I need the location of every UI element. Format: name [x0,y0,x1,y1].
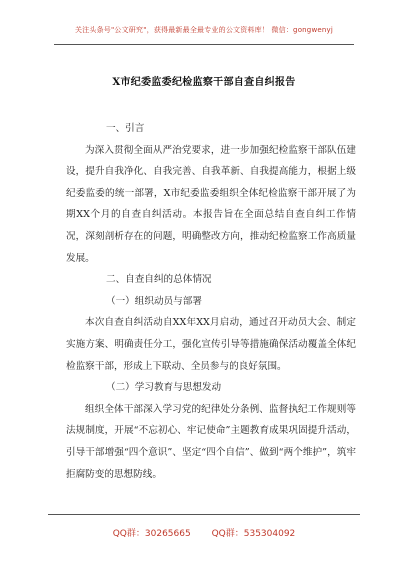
section1-heading: 一、引言 [106,123,145,134]
subsection1-heading: （一）组织动员与部署 [106,295,202,307]
subsection1-paragraph: 本次自查自纠活动自XX年XX月启动，通过召开动员大会、制定实施方案、明确责任分工，强化宣传引导等措施确保活动覆盖全体纪检监察干部，形成上下联动、全员参与的良好氛围。 [66,317,356,372]
header-divider [54,44,354,45]
footer-qq-group-2: QQ群：535304092 [211,529,296,539]
subsection2-paragraph: 组织全体干部深入学习党的纪律处分条例、监督执纪工作规则等法规制度，开展“不忘初心、牢记使命”主题教育成果巩固提升活动，引导干部增强“四个意识”、坚定“四个自信”、做到“两个维护”，筑牢拒腐防变的思想防线。 [66,403,356,480]
section2-heading: 二、自查自纠的总体情况 [106,274,212,286]
footer-qq-group-1: QQ群：30265665 [112,529,191,539]
footer [0,526,408,539]
header-note: 关注头条号"公文研究"，获得最新最全最专业的公文资料库！ 微信：gongwenyj [74,26,334,34]
document-title: X市纪委监委纪检监察干部自查自纠报告 [112,77,296,88]
footer-divider [48,514,360,515]
section1-paragraph: 为深入贯彻全面从严治党要求，进一步加强纪检监察干部队伍建设，提升自我净化、自我完善、自我革新、自我提高能力，根据上级纪委监委的统一部署，X市纪委监委组织全体纪检监察干部开展了为期XX个月的自查自纠活动。本报告旨在全面总结自查自纠工作情况，深刻剖析存在的问题，明确整改方向，推动纪检监察工作高质量发展。 [66,144,356,264]
document-body [66,118,356,485]
subsection2-heading: （二）学习教育与思想发动 [106,382,222,394]
